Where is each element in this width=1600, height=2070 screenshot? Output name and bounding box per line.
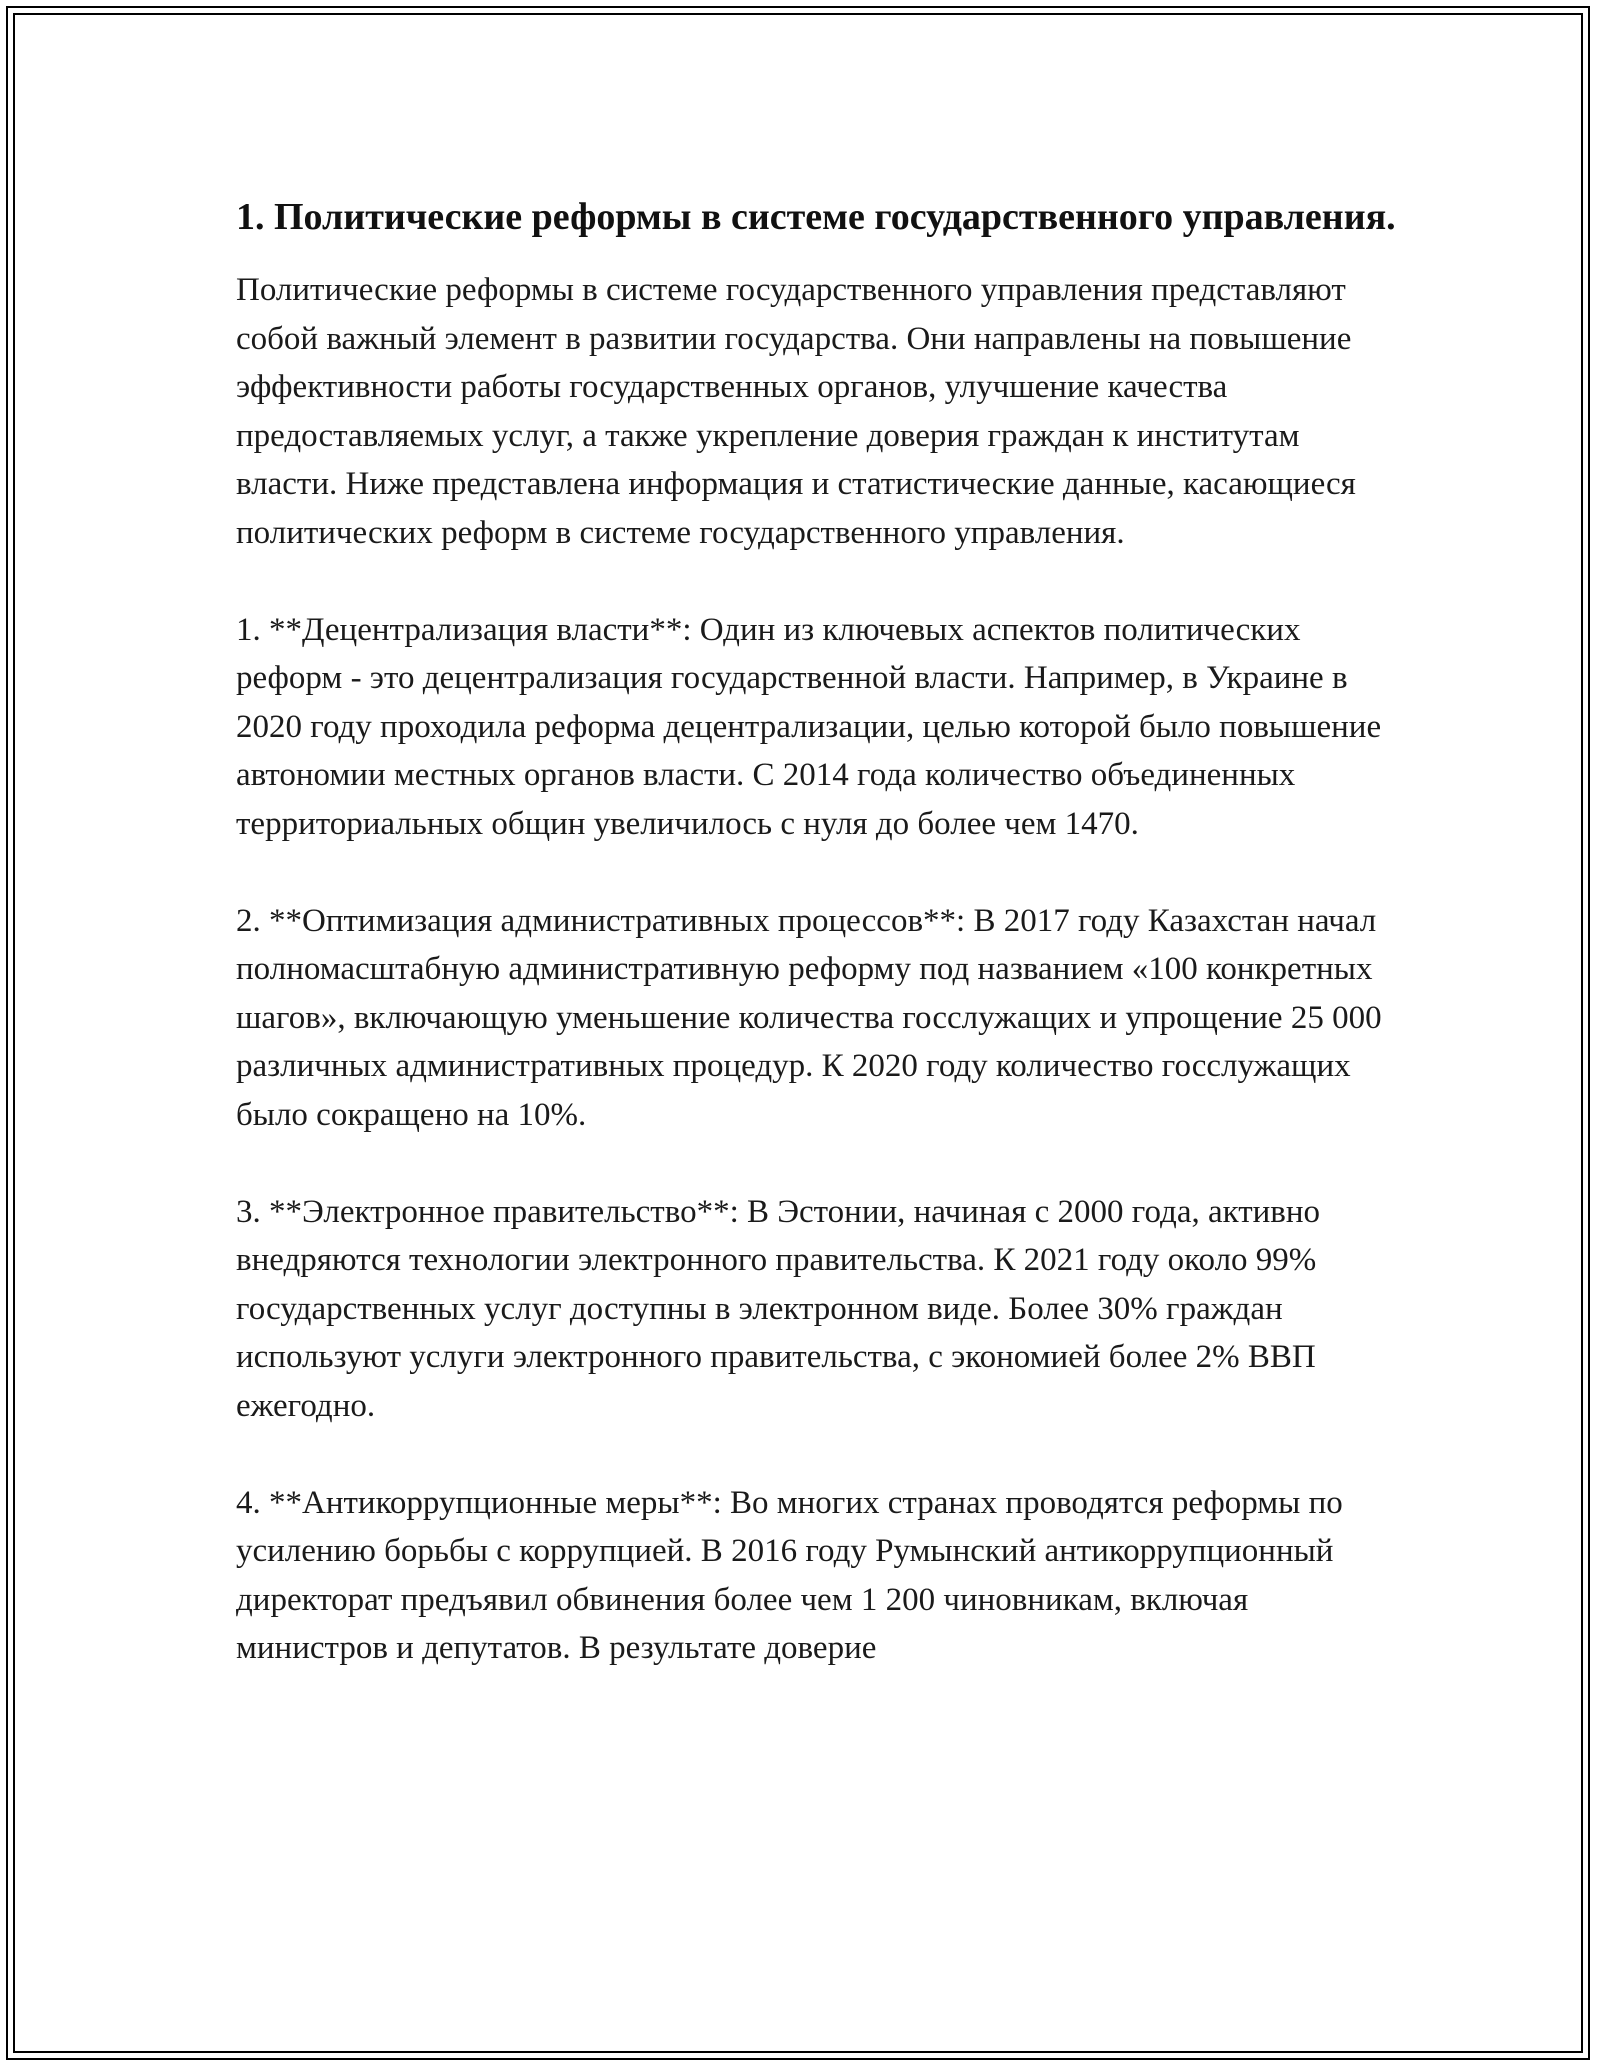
paragraph-anti-corruption: 4. **Антикоррупционные меры**: Во многих странах проводятся реформы по усилению борьбы с коррупцией. В 2016 году Румынский антикоррупционный директорат предъявил обвинения более чем 1 200 чиновникам, включая министров и депутатов. В результате доверие xyxy=(236,1484,1343,1666)
document-body xyxy=(236,188,1396,1721)
intro-paragraph: Политические реформы в системе государственного управления представляют собой важный элемент в развитии государства. Они направлены на повышение эффективности работы государственных органов, улучшение качества предоставляемых услуг, а также укрепление доверия граждан к институтам власти. Ниже представлена информация и статистические данные, касающиеся политических реформ в системе государственного управления. xyxy=(236,272,1356,551)
section-heading: 1. Политические реформы в системе государственного управления. xyxy=(236,196,1396,238)
paragraph-administrative-optimization: 2. **Оптимизация административных процессов**: В 2017 году Казахстан начал полномасштабную административную реформу под названием «100 конкретных шагов», включающую уменьшение количества госслужащих и упрощение 25 000 различных административных процедур. К 2020 году количество госслужащих было сокращено на 10%. xyxy=(236,902,1382,1133)
paragraph-e-government: 3. **Электронное правительство**: В Эстонии, начиная с 2000 года, активно внедряются технологии электронного правительства. К 2021 году около 99% государственных услуг доступны в электронном виде. Более 30% граждан используют услуги электронного правительства, с экономией более 2% ВВП ежегодно. xyxy=(236,1193,1321,1424)
paragraph-decentralization: 1. **Децентрализация власти**: Один из ключевых аспектов политических реформ - это децентрализация государственной власти. Например, в Украине в 2020 году проходила реформа децентрализации, целью которой было повышение автономии местных органов власти. С 2014 года количество объединенных территориальных общин увеличилось с нуля до более чем 1470. xyxy=(236,611,1382,842)
